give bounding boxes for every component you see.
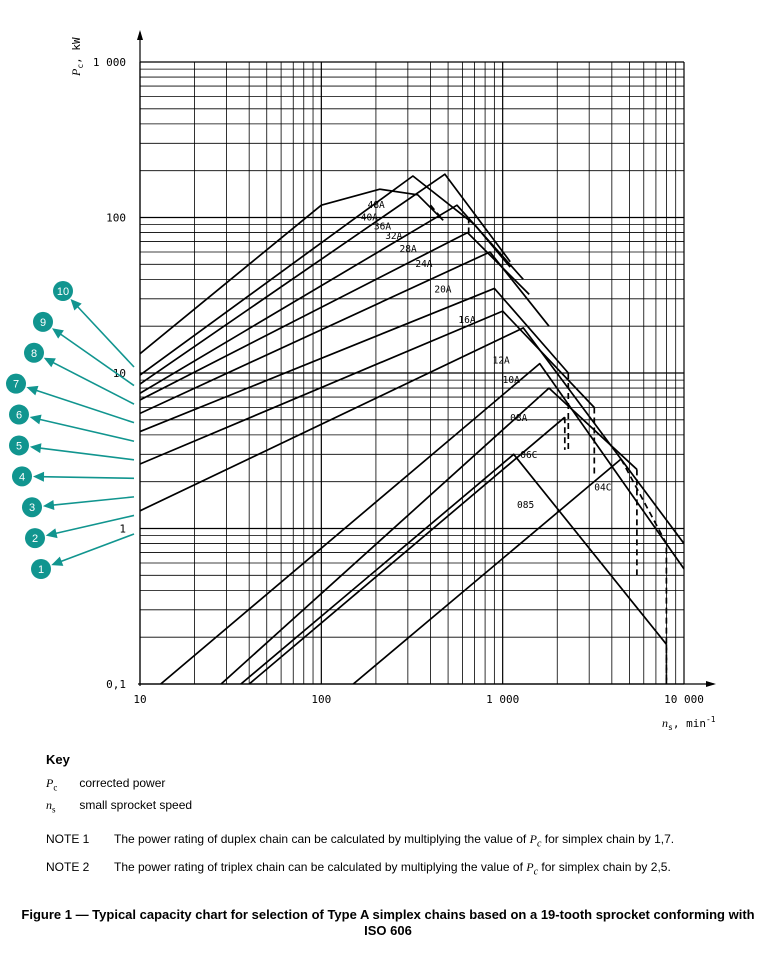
key-text: corrected power <box>79 776 166 790</box>
callout-number: 4 <box>18 471 26 484</box>
key-item-ns <box>46 798 192 814</box>
callout-number: 6 <box>15 409 23 422</box>
x-tick-label: 10 000 <box>664 693 704 706</box>
y-tick-label: 1 000 <box>92 56 126 69</box>
callout-number: 10 <box>56 286 70 298</box>
key-title: Key <box>46 752 70 767</box>
series-label-28a: 28A <box>399 243 417 255</box>
series-label-04c: 04C <box>594 482 612 494</box>
callout-number: 2 <box>31 533 39 546</box>
figure-caption: Figure 1 — Typical capacity chart for selection of Type A simplex chains based on a 19-tooth sprocket conforming with ISO 606 <box>21 907 755 938</box>
key-item-pc <box>46 776 165 792</box>
series-label-06c: 06C <box>520 449 538 461</box>
note-label: NOTE 2 <box>46 860 90 874</box>
series-label-32a: 32A <box>385 230 403 242</box>
series-label-48a: 48A <box>367 200 385 212</box>
x-tick-label: 1 000 <box>486 693 520 706</box>
note-label: NOTE 1 <box>46 832 90 846</box>
series-label-12a: 12A <box>492 355 510 367</box>
y-tick-label: 10 <box>112 367 126 380</box>
y-axis-label: $P_c$, kW <box>69 37 85 76</box>
x-tick-label: 100 <box>311 693 332 706</box>
key-symbol: $n_s$ <box>46 798 56 815</box>
series-label-08a: 08A <box>510 413 528 425</box>
note-2: NOTE 2 The power rating of triplex chain can be calculated by multiplying the value of $P_c$ for simplex chain by 2,5. <box>46 860 671 878</box>
note-text: The power rating of duplex chain can be calculated by multiplying the value of <box>114 832 527 846</box>
y-tick-label: 1 <box>119 522 126 536</box>
callout-number: 8 <box>30 347 38 360</box>
series-label-20a: 20A <box>434 284 452 296</box>
key-text: small sprocket speed <box>79 798 193 812</box>
series-label-24a: 24A <box>415 259 433 271</box>
y-tick-label: 100 <box>106 211 126 225</box>
callout-number: 7 <box>12 378 20 391</box>
note-text: The power rating of triplex chain can be calculated by multiplying the value of <box>114 860 523 874</box>
key-symbol: $P_c$ <box>46 776 58 793</box>
series-label-10a: 10A <box>502 375 520 387</box>
series-label-085: 085 <box>517 500 535 512</box>
note-text-end: for simplex chain by 1,7. <box>544 832 675 846</box>
callout-number: 5 <box>15 440 23 453</box>
y-tick-label: 0,1 <box>106 678 126 691</box>
callout-number: 1 <box>37 564 45 576</box>
callout-number: 9 <box>39 316 47 329</box>
callout-number: 3 <box>28 502 36 515</box>
series-label-40a: 40A <box>360 212 378 224</box>
x-tick-label: 10 <box>133 693 147 706</box>
x-axis-label: $n_s$, $\min^{-1}$ <box>662 715 716 732</box>
series-label-16a: 16A <box>458 314 476 326</box>
series-label-36a: 36A <box>373 221 392 233</box>
note-text-end: for simplex chain by 2,5. <box>541 860 671 874</box>
note-1: NOTE 1 The power rating of duplex chain can be calculated by multiplying the value of $P_c$ for simplex chain by 1,7. <box>46 832 675 850</box>
